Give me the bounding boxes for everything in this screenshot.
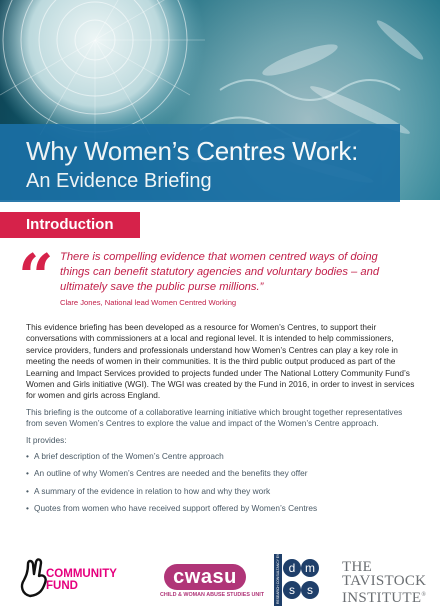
dmss-letter: m [305,561,315,575]
community-fund-wordmark: COMMUNITY FUND [46,568,117,592]
body-text [26,322,418,521]
quote-attribution: Clare Jones, National lead Women Centred Working [60,298,237,307]
list-item: • Quotes from women who have received support offered by Women’s Centres [26,503,318,514]
title-band [0,124,400,202]
list-intro: It provides: [26,434,67,445]
community-fund-logo [0,548,150,608]
bullet-icon: • [26,451,29,462]
bullet-icon: • [26,503,29,514]
bullet-icon: • [26,485,29,496]
list-item: • A summary of the evidence in relation to how and why they work [26,485,271,496]
pull-quote: There is compelling evidence that women centred ways of doing things can benefit statutory agencies and voluntary bodies – and ultimately save the public purse millions.” [60,251,380,293]
partner-logos [0,548,440,608]
cwasu-subtitle: CHILD & WOMAN ABUSE STUDIES UNIT [160,592,265,598]
section-heading-introduction: Introduction [0,212,140,238]
cwasu-logo: cwasu [164,564,246,590]
tavistock-institute-logo: THE TAVISTOCK INSTITUTE® [342,559,427,606]
dmss-mark [274,554,320,606]
dmss-logo [274,554,320,606]
bullet-icon: • [26,468,29,479]
dmss-letter: d [288,561,296,575]
paragraph: This briefing is the outcome of a collaborative learning initiative which brought together representatives from seven Women’s Centres to explore the value and impact of the Women’s Centre approach. [26,406,403,429]
list-item: • A brief description of the Women’s Centre approach [26,451,224,462]
dmss-side-text: RESEARCH CONSULTANCY EVALUATIONS [276,554,280,604]
paragraph: This evidence briefing has been developed as a resource for Women’s Centres, to support their conversations with commissioners at a local and regional level. It is intended to help commissioners, service providers, funders and professionals understand how Women’s Centres can play a key role in meeting the needs of women in their communities. It is the third public output produced as part of the Learning and Impact Services provided to projects funded under The National Lottery Community Fund’s Women and Girls initiative (WGI). The WGI was created by the Fund in 2016, in order to invest in services for women and girls across England. [26,322,415,401]
quote-mark-icon: “ [18,240,54,313]
document-subtitle: An Evidence Briefing [26,170,212,192]
dmss-letter: s [289,583,295,597]
document-title: Why Women’s Centres Work: [26,136,359,166]
list-item: • An outline of why Women’s Centres are needed and the benefits they offer [26,468,308,479]
dmss-letter: s [307,583,313,597]
